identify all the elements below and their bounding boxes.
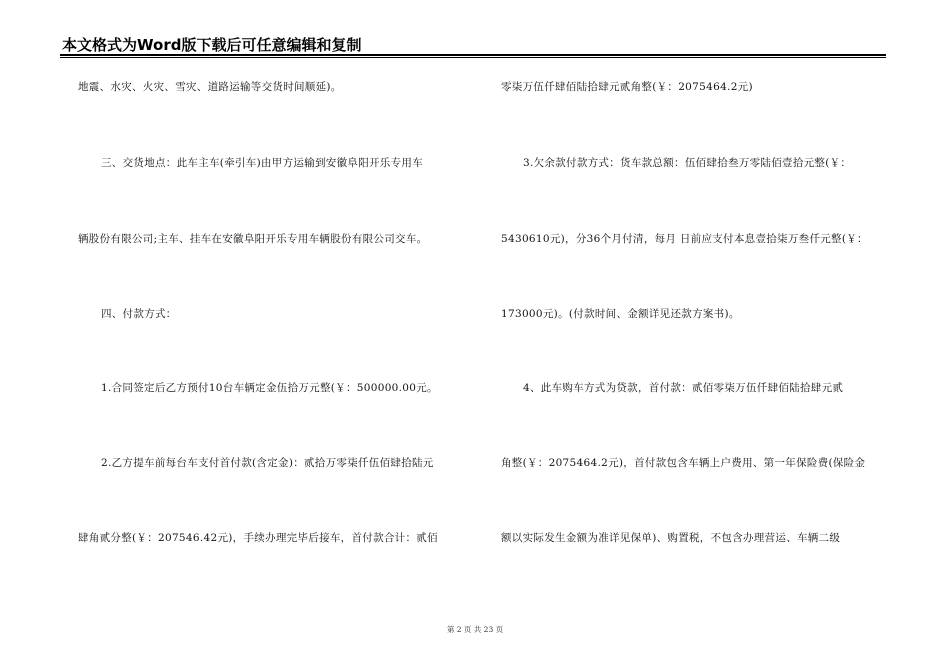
right-line-7: 额以实际发生金额为准详见保单)、购置税，不包含办理营运、车辆二级 — [501, 532, 841, 544]
page-footer-info: 第 2 页 共 23 页 — [446, 625, 504, 634]
left-line-5: 1.合同签定后乙方预付10台车辆定金伍拾万元整(￥：500000.00元。 — [101, 382, 438, 394]
right-line-1: 零柒万伍仟肆佰陆拾肆元贰角整(￥：2075464.2元) — [501, 81, 753, 93]
page-header-title: 本文格式为Word版下载后可任意编辑和复制 — [62, 36, 362, 54]
header-rule-thin — [60, 57, 886, 58]
right-line-2: 3.欠余款付款方式：货车款总额：伍佰肆拾叁万零陆佰壹拾元整(￥： — [523, 157, 852, 169]
left-line-6: 2.乙方提车前每台车支付首付款(含定金)：贰拾万零柒仟伍佰肆拾陆元 — [101, 457, 434, 469]
right-line-3: 5430610元)，分36个月付清，每月 日前应支付本息壹拾柒万叁仟元整(￥： — [501, 233, 868, 245]
left-line-4: 四、付款方式： — [101, 308, 177, 320]
left-line-3: 辆股份有限公司;主车、挂车在安徽阜阳开乐专用车辆股份有限公司交车。 — [78, 233, 428, 245]
right-line-6: 角整(￥：2075464.2元)，首付款包含车辆上户费用、第一年保险费(保险金 — [501, 457, 866, 469]
left-line-1: 地震、水灾、火灾、雪灾、道路运输等交货时间顺延)。 — [78, 81, 342, 93]
left-line-2: 三、交货地点：此车主车(牵引车)由甲方运输到安徽阜阳开乐专用车 — [101, 157, 423, 169]
left-line-7: 肆角贰分整(￥：207546.42元)，手续办理完毕后接车，首付款合计：贰佰 — [78, 532, 438, 544]
right-line-4: 173000元)。(付款时间、金额详见还款方案书)。 — [501, 308, 740, 320]
right-line-5: 4、此车购车方式为贷款，首付款：贰佰零柒万伍仟肆佰陆拾肆元贰 — [523, 382, 844, 394]
header-rule-thick — [60, 54, 886, 56]
